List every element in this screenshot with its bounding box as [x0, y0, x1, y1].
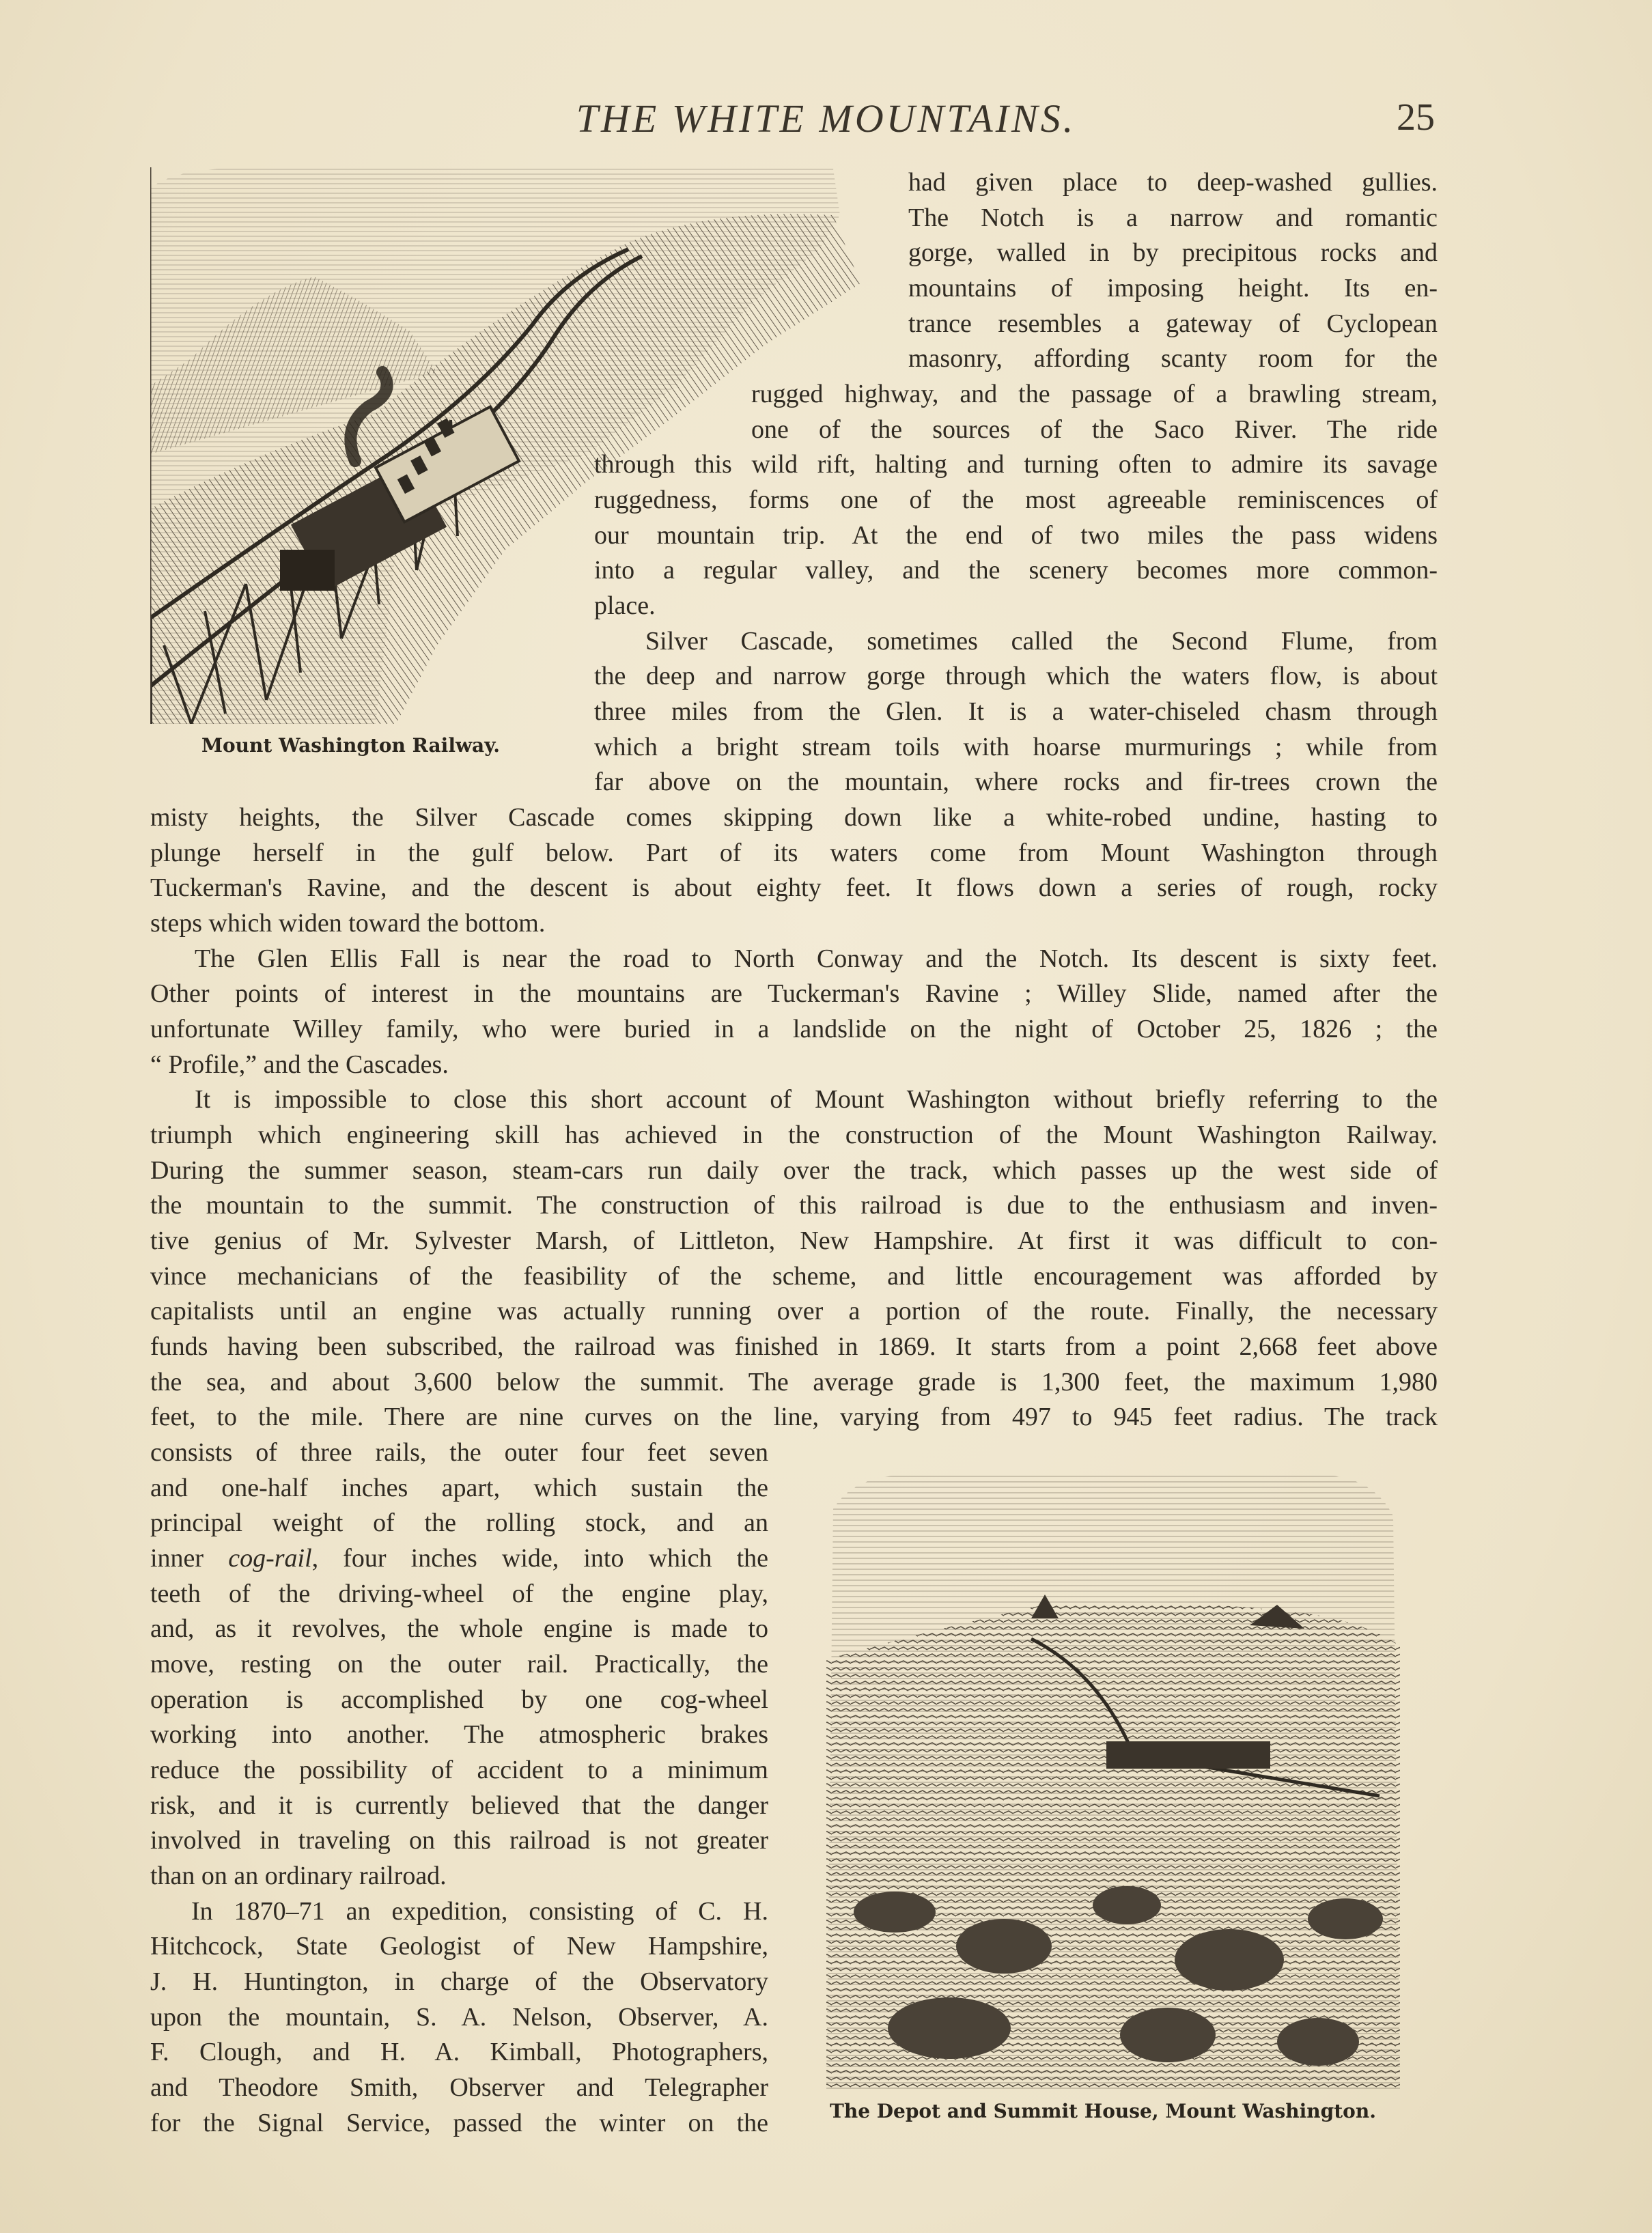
text-line: for the Signal Service, passed the winter on the: [150, 2109, 768, 2137]
text-line: masonry, affording scanty room for the: [908, 344, 1438, 373]
text-line: plunge herself in the gulf below. Part of its waters come from Mount Washington through: [150, 839, 1438, 867]
text-line: During the summer season, steam-cars run daily over the track, which passes up the west side of: [150, 1156, 1438, 1185]
running-title: THE WHITE MOUNTAINS.: [576, 96, 1076, 141]
text-line: the sea, and about 3,600 below the summit. The average grade is 1,300 feet, the maximum 1,980: [150, 1368, 1438, 1396]
text-line: teeth of the driving-wheel of the engine play,: [150, 1579, 768, 1608]
page-number: 25: [1397, 96, 1435, 139]
text-line: capitalists until an engine was actually running over a portion of the route. Finally, the necessary: [150, 1297, 1438, 1325]
text-line: funds having been subscribed, the railroad was finished in 1869. It starts from a point 2,668 feet above: [150, 1332, 1438, 1361]
text-line: far above on the mountain, where rocks and fir-trees crown the: [594, 768, 1438, 796]
text-line: working into another. The atmospheric brakes: [150, 1720, 768, 1749]
text-line: The Notch is a narrow and romantic: [908, 203, 1438, 232]
text-line: operation is accomplished by one cog-wheel: [150, 1685, 768, 1714]
text-line: principal weight of the rolling stock, and an: [150, 1508, 768, 1537]
text-line: inner cog-rail, four inches wide, into which the: [150, 1544, 768, 1573]
text-line: which a bright stream toils with hoarse murmurings ; while from: [594, 733, 1438, 761]
text-line: and one-half inches apart, which sustain the: [150, 1474, 768, 1502]
text-line: ruggedness, forms one of the most agreeable reminiscences of: [594, 486, 1438, 514]
text-line: Hitchcock, State Geologist of New Hampshire,: [150, 1932, 768, 1961]
summit-house-engraving: [813, 1468, 1414, 2090]
text-line: involved in traveling on this railroad is not greater: [150, 1826, 768, 1855]
text-line: one of the sources of the Saco River. The ride: [751, 415, 1438, 444]
text-line: reduce the possibility of accident to a minimum: [150, 1756, 768, 1784]
text-line: Tuckerman's Ravine, and the descent is about eighty feet. It flows down a series of rough, rocky: [150, 873, 1438, 902]
text-line: the deep and narrow gorge through which the waters flow, is about: [594, 662, 1438, 690]
text-line: rugged highway, and the passage of a brawling stream,: [751, 380, 1438, 408]
text-line: move, resting on the outer rail. Practically, the: [150, 1650, 768, 1679]
text-line: misty heights, the Silver Cascade comes skipping down like a white-robed undine, hasting to: [150, 803, 1438, 832]
text-line: risk, and it is currently believed that the danger: [150, 1791, 768, 1820]
text-line: steps which widen toward the bottom.: [150, 909, 546, 938]
text-line: gorge, walled in by precipitous rocks and: [908, 238, 1438, 267]
text-line: unfortunate Willey family, who were buried in a landslide on the night of October 25, 1826 ; the: [150, 1015, 1438, 1043]
text-line: the mountain to the summit. The construction of this railroad is due to the enthusiasm and inven-: [150, 1191, 1438, 1220]
text-line: and Theodore Smith, Observer and Telegrapher: [150, 2073, 768, 2102]
text-line: upon the mountain, S. A. Nelson, Observer, A.: [150, 2003, 768, 2032]
text-line: than on an ordinary railroad.: [150, 1862, 447, 1890]
text-line: vince mechanicians of the feasibility of the scheme, and little encouragement was afforded by: [150, 1262, 1438, 1291]
summit-house-caption: The Depot and Summit House, Mount Washington.: [830, 2100, 1376, 2122]
text-line: had given place to deep-washed gullies.: [908, 168, 1438, 197]
text-line: place.: [594, 591, 656, 620]
text-line: trance resembles a gateway of Cyclopean: [908, 309, 1438, 338]
railway-caption: Mount Washington Railway.: [201, 734, 501, 757]
text-line: Other points of interest in the mountains are Tuckerman's Ravine ; Willey Slide, named after the: [150, 979, 1438, 1008]
text-line: mountains of imposing height. Its en-: [908, 274, 1438, 303]
text-line: “ Profile,” and the Cascades.: [150, 1050, 449, 1079]
text-line: F. Clough, and H. A. Kimball, Photographers,: [150, 2038, 768, 2066]
text-line: and, as it revolves, the whole engine is made to: [150, 1614, 768, 1643]
text-line: consists of three rails, the outer four feet seven: [150, 1438, 768, 1467]
text-line: It is impossible to close this short account of Mount Washington without briefly referring to the: [195, 1085, 1438, 1114]
text-line: In 1870–71 an expedition, consisting of C. H.: [191, 1897, 768, 1926]
text-line: The Glen Ellis Fall is near the road to North Conway and the Notch. Its descent is sixty feet.: [195, 944, 1438, 973]
text-line: tive genius of Mr. Sylvester Marsh, of Littleton, New Hampshire. At first it was difficult to con-: [150, 1226, 1438, 1255]
text-line: triumph which engineering skill has achieved in the construction of the Mount Washington Railway.: [150, 1121, 1438, 1149]
text-line: into a regular valley, and the scenery becomes more common-: [594, 556, 1438, 585]
text-line: our mountain trip. At the end of two miles the pass widens: [594, 521, 1438, 550]
text-line: through this wild rift, halting and turning often to admire its savage: [594, 450, 1438, 479]
text-line: J. H. Huntington, in charge of the Observatory: [150, 1967, 768, 1996]
text-line: Silver Cascade, sometimes called the Second Flume, from: [645, 627, 1438, 656]
text-line: feet, to the mile. There are nine curves on the line, varying from 497 to 945 feet radius. The track: [150, 1403, 1438, 1431]
text-line: three miles from the Glen. It is a water-chiseled chasm through: [594, 697, 1438, 726]
